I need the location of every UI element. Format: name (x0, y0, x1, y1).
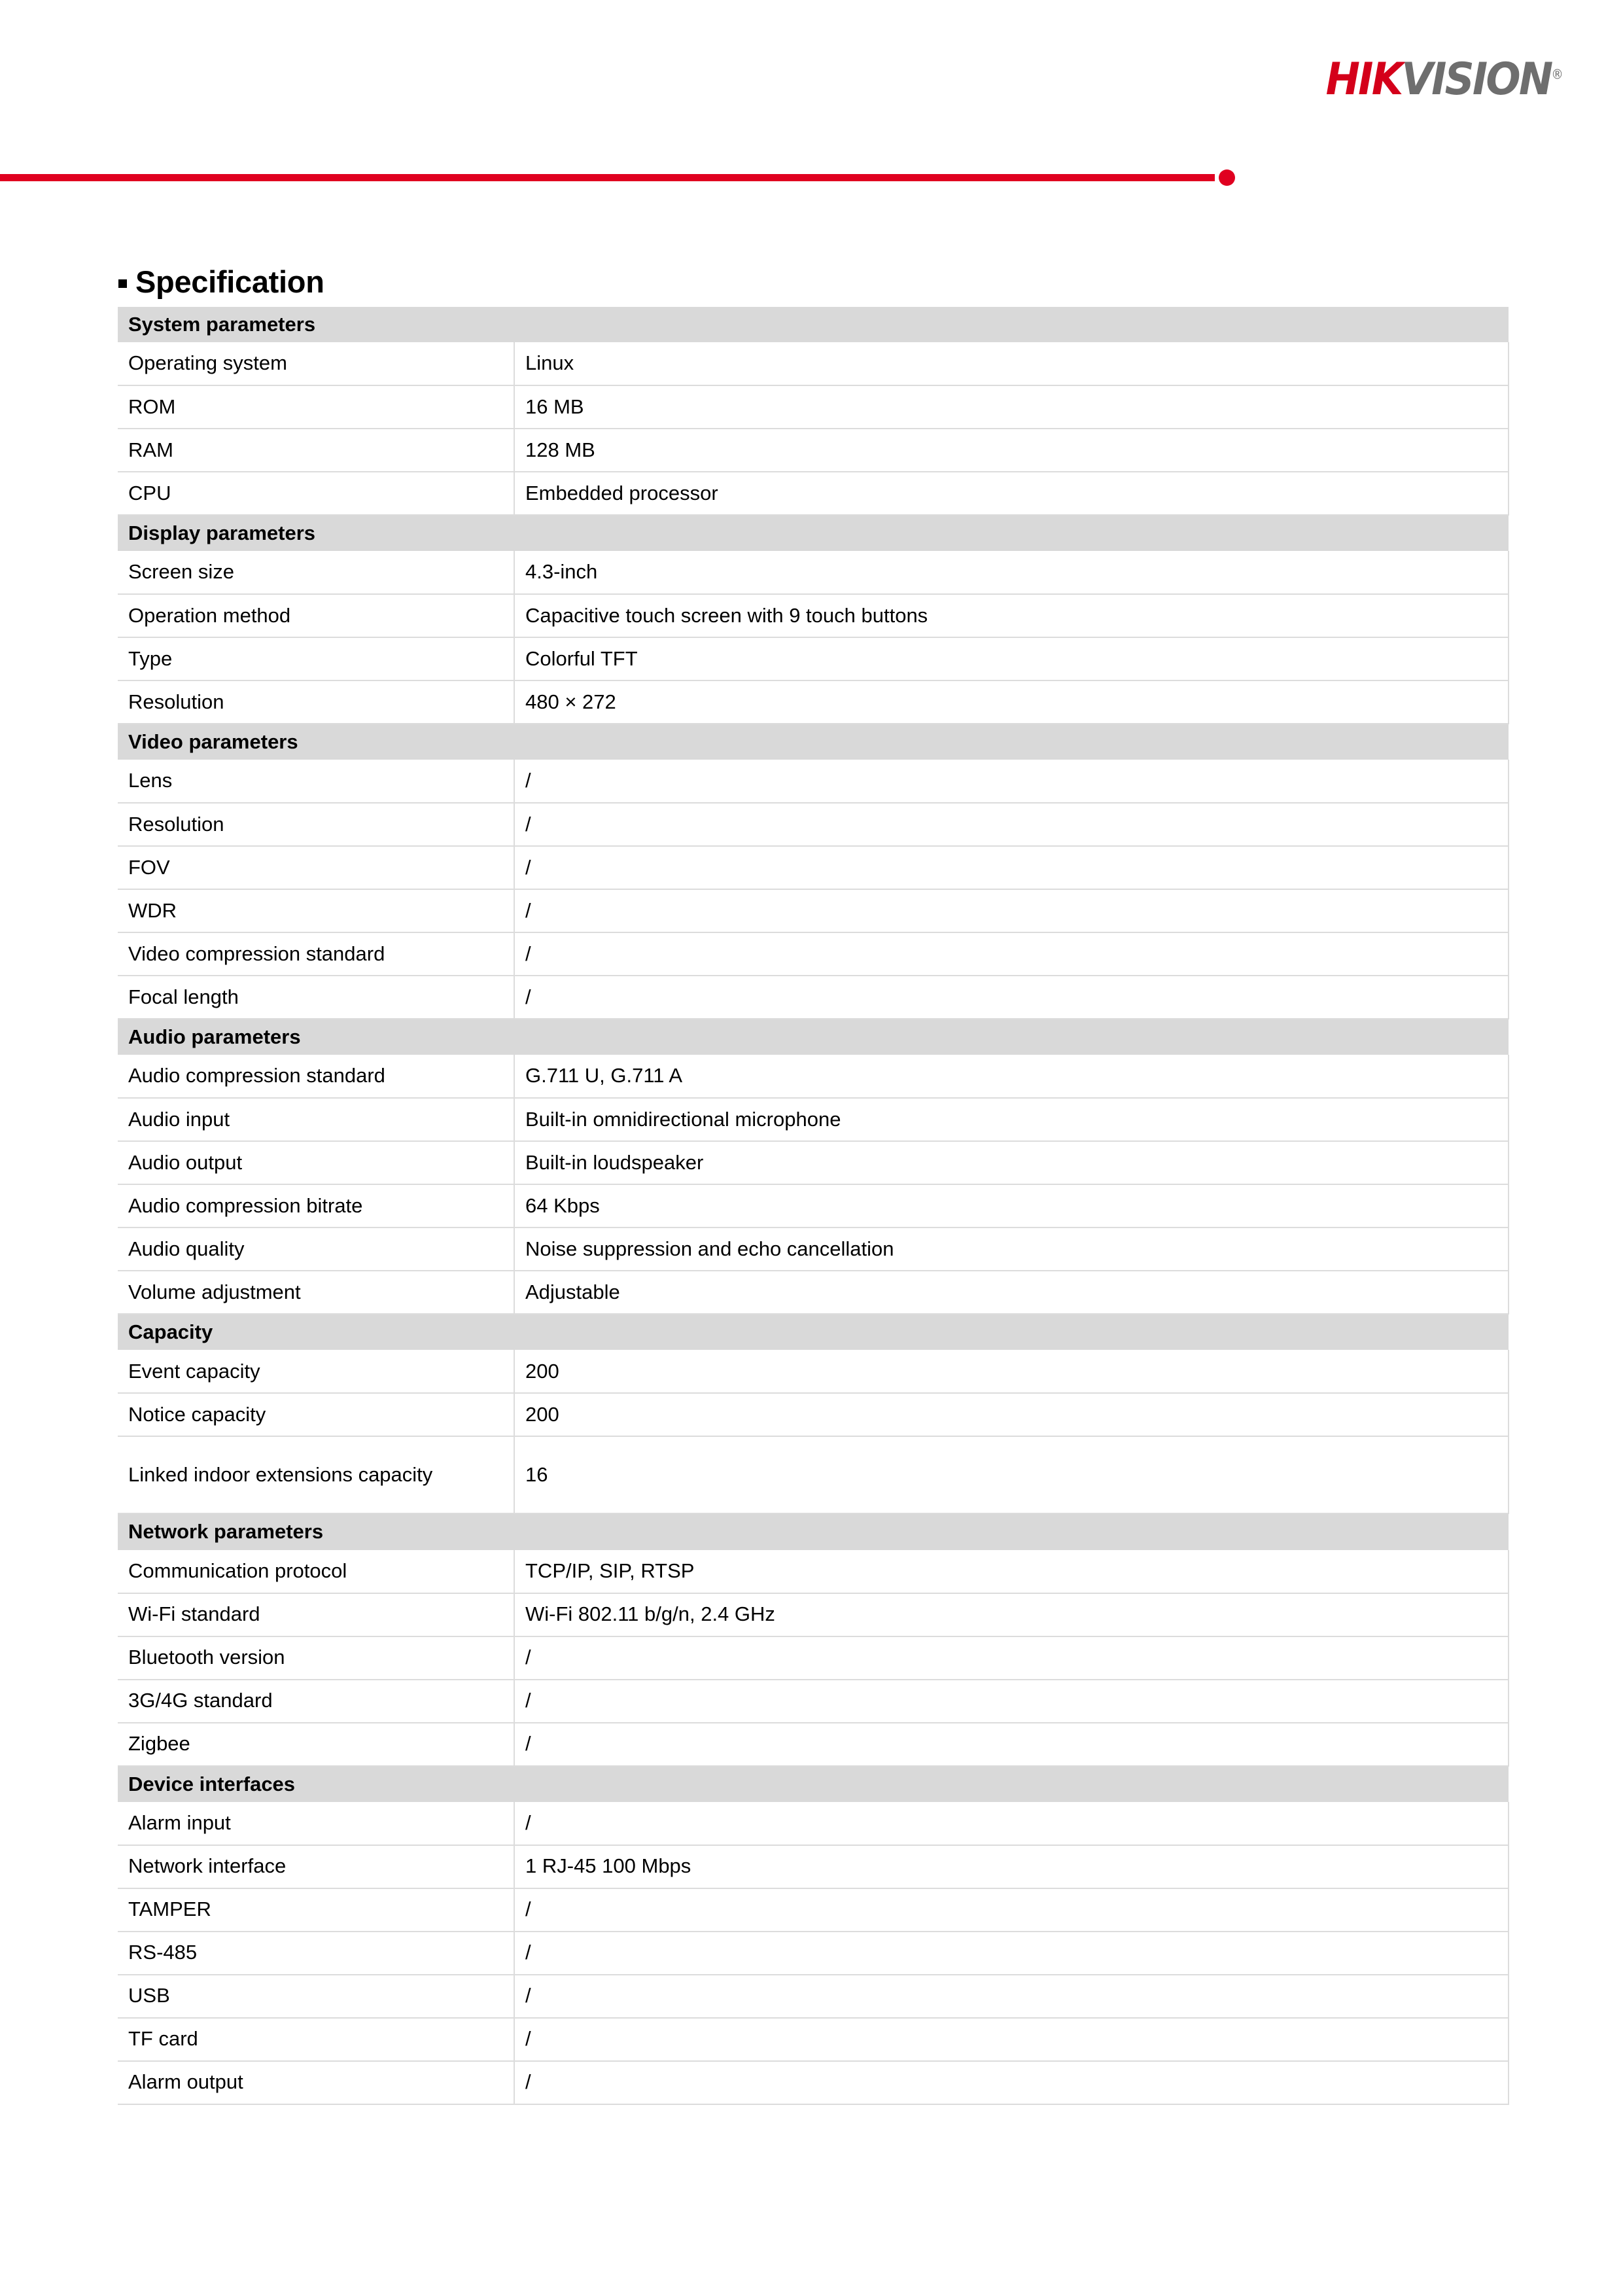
table-row (118, 1098, 1509, 1141)
table-group-header-row (118, 724, 1509, 760)
table-row (118, 932, 1509, 976)
table-cell-parameter-value: 1 RJ-45 100 Mbps (514, 1845, 1509, 1888)
registered-trademark-icon: ® (1551, 66, 1563, 82)
table-cell-parameter-label: RS-485 (118, 1932, 514, 1975)
logo-text-vision: VISION (1401, 54, 1552, 105)
table-cell-parameter-label: Resolution (118, 680, 514, 724)
table-row (118, 472, 1509, 515)
table-cell-parameter-label: Operation method (118, 594, 514, 637)
table-group-header-row (118, 515, 1509, 551)
table-cell-parameter-label: RAM (118, 429, 514, 472)
table-cell-parameter-value: 200 (514, 1350, 1509, 1393)
hikvision-wordmark (1325, 54, 1563, 105)
table-cell-parameter-value: / (514, 1802, 1509, 1845)
table-row (118, 1350, 1509, 1393)
table-cell-parameter-label: WDR (118, 889, 514, 932)
table-cell-parameter-label: Zigbee (118, 1723, 514, 1766)
table-cell-parameter-value: 4.3-inch (514, 551, 1509, 594)
table-row (118, 976, 1509, 1019)
table-row (118, 2018, 1509, 2061)
table-group-header-label: Network parameters (118, 1513, 1509, 1549)
table-cell-parameter-label: Notice capacity (118, 1393, 514, 1436)
table-row (118, 1723, 1509, 1766)
table-cell-parameter-label: Audio input (118, 1098, 514, 1141)
table-cell-parameter-value: / (514, 1636, 1509, 1680)
table-cell-parameter-value: Colorful TFT (514, 637, 1509, 680)
table-row (118, 1055, 1509, 1098)
table-row (118, 1932, 1509, 1975)
table-cell-parameter-value: Wi-Fi 802.11 b/g/n, 2.4 GHz (514, 1593, 1509, 1636)
table-cell-parameter-value: 128 MB (514, 429, 1509, 472)
table-cell-parameter-value: TCP/IP, SIP, RTSP (514, 1550, 1509, 1593)
logo-text-hik: HIK (1325, 54, 1402, 105)
specification-table (118, 307, 1509, 2105)
header-divider-dot-icon (1219, 169, 1235, 186)
table-cell-parameter-value: Built-in omnidirectional microphone (514, 1098, 1509, 1141)
table-cell-parameter-value: / (514, 1932, 1509, 1975)
table-row (118, 429, 1509, 472)
table-cell-parameter-label: Operating system (118, 342, 514, 385)
table-cell-parameter-value: / (514, 1888, 1509, 1932)
table-cell-parameter-value: / (514, 2018, 1509, 2061)
table-cell-parameter-value: / (514, 846, 1509, 889)
table-cell-parameter-value: / (514, 2061, 1509, 2104)
table-cell-parameter-label: Alarm input (118, 1802, 514, 1845)
table-cell-parameter-value: Embedded processor (514, 472, 1509, 515)
table-cell-parameter-value: / (514, 1975, 1509, 2018)
table-cell-parameter-label: Audio quality (118, 1227, 514, 1271)
table-row (118, 637, 1509, 680)
table-cell-parameter-label: Event capacity (118, 1350, 514, 1393)
table-cell-parameter-label: Screen size (118, 551, 514, 594)
table-cell-parameter-label: Wi-Fi standard (118, 1593, 514, 1636)
table-row (118, 385, 1509, 429)
table-cell-parameter-label: Volume adjustment (118, 1271, 514, 1314)
table-row (118, 1975, 1509, 2018)
table-cell-parameter-label: Communication protocol (118, 1550, 514, 1593)
table-cell-parameter-label: USB (118, 1975, 514, 2018)
table-row (118, 1141, 1509, 1184)
table-group-header-label: Video parameters (118, 724, 1509, 760)
table-row (118, 2061, 1509, 2104)
table-cell-parameter-label: Video compression standard (118, 932, 514, 976)
table-group-header-row (118, 1513, 1509, 1549)
table-row (118, 1888, 1509, 1932)
table-row (118, 760, 1509, 803)
table-cell-parameter-value: 16 MB (514, 385, 1509, 429)
table-row (118, 1802, 1509, 1845)
table-row (118, 1550, 1509, 1593)
table-cell-parameter-label: CPU (118, 472, 514, 515)
table-group-header-label: Display parameters (118, 515, 1509, 551)
table-cell-parameter-label: Lens (118, 760, 514, 803)
table-group-header-row (118, 307, 1509, 342)
table-group-header-label: Capacity (118, 1314, 1509, 1350)
table-row (118, 551, 1509, 594)
table-cell-parameter-value: / (514, 932, 1509, 976)
header-divider-rule (0, 174, 1215, 181)
table-cell-parameter-value: 200 (514, 1393, 1509, 1436)
table-cell-parameter-label: Alarm output (118, 2061, 514, 2104)
table-cell-parameter-label: TAMPER (118, 1888, 514, 1932)
table-group-header-row (118, 1314, 1509, 1350)
table-group-header-label: Device interfaces (118, 1766, 1509, 1802)
table-group-header-label: System parameters (118, 307, 1509, 342)
table-group-header-row (118, 1766, 1509, 1802)
table-cell-parameter-label: Resolution (118, 803, 514, 846)
table-cell-parameter-label: Audio output (118, 1141, 514, 1184)
table-cell-parameter-label: ROM (118, 385, 514, 429)
table-row (118, 1393, 1509, 1436)
table-cell-parameter-value: / (514, 803, 1509, 846)
table-cell-parameter-label: Audio compression bitrate (118, 1184, 514, 1227)
table-cell-parameter-label: Audio compression standard (118, 1055, 514, 1098)
table-cell-parameter-value: Adjustable (514, 1271, 1509, 1314)
table-cell-parameter-label: Bluetooth version (118, 1636, 514, 1680)
table-group-header-label: Audio parameters (118, 1019, 1509, 1055)
table-cell-parameter-value: Noise suppression and echo cancellation (514, 1227, 1509, 1271)
table-cell-parameter-label: Focal length (118, 976, 514, 1019)
table-row (118, 889, 1509, 932)
table-cell-parameter-value: / (514, 976, 1509, 1019)
square-bullet-icon (118, 279, 127, 288)
page-title-label: Specification (135, 264, 324, 299)
table-cell-parameter-label: Network interface (118, 1845, 514, 1888)
table-row (118, 1845, 1509, 1888)
table-row (118, 1436, 1509, 1513)
table-cell-parameter-label: 3G/4G standard (118, 1680, 514, 1723)
table-cell-parameter-value: 480 × 272 (514, 680, 1509, 724)
table-cell-parameter-value: 16 (514, 1436, 1509, 1513)
hikvision-logo (1292, 54, 1563, 123)
table-cell-parameter-value: Capacitive touch screen with 9 touch buttons (514, 594, 1509, 637)
table-row (118, 1271, 1509, 1314)
table-cell-parameter-value: G.711 U, G.711 A (514, 1055, 1509, 1098)
table-cell-parameter-label: Linked indoor extensions capacity (118, 1436, 514, 1513)
table-row (118, 1680, 1509, 1723)
table-cell-parameter-value: Linux (514, 342, 1509, 385)
table-group-header-row (118, 1019, 1509, 1055)
table-row (118, 594, 1509, 637)
page-title (118, 266, 324, 298)
table-row (118, 1184, 1509, 1227)
table-cell-parameter-label: TF card (118, 2018, 514, 2061)
table-cell-parameter-value: / (514, 1723, 1509, 1766)
table-row (118, 1227, 1509, 1271)
table-row (118, 1593, 1509, 1636)
table-row (118, 1636, 1509, 1680)
table-row (118, 680, 1509, 724)
table-row (118, 803, 1509, 846)
table-row (118, 846, 1509, 889)
table-cell-parameter-value: 64 Kbps (514, 1184, 1509, 1227)
table-cell-parameter-label: Type (118, 637, 514, 680)
table-cell-parameter-label: FOV (118, 846, 514, 889)
table-cell-parameter-value: / (514, 760, 1509, 803)
table-row (118, 342, 1509, 385)
table-cell-parameter-value: / (514, 889, 1509, 932)
table-cell-parameter-value: Built-in loudspeaker (514, 1141, 1509, 1184)
table-cell-parameter-value: / (514, 1680, 1509, 1723)
